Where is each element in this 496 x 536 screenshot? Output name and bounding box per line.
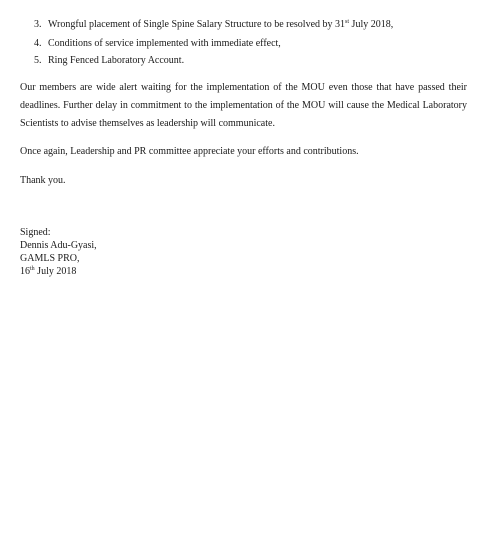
list-item-text: Conditions of service implemented with immediate effect, — [48, 38, 281, 49]
list-item-text-main: Wrongful placement of Single Spine Salary Structure to be resolved by 31 — [48, 19, 346, 30]
signature-date — [20, 265, 76, 278]
paragraph-appreciation: Once again, Leadership and PR committee appreciate your efforts and contributions. — [20, 146, 359, 157]
signature-name: Dennis Adu-Gyasi, — [20, 240, 97, 251]
paragraph-members-alert: Our members are wide alert waiting for the implementation of the MOU even those that have passed their deadlines. Further delay in commitment to the implementation of the MOU will cause the Medical Laboratory Scientists to advise themselves as leadership will communicate. — [20, 82, 467, 129]
list-item-number: 5. — [34, 55, 42, 66]
signature-title: GAMLS PRO, — [20, 253, 80, 264]
ordinal-suffix: st — [345, 19, 350, 25]
list-item-number: 4. — [34, 38, 42, 49]
ordinal-suffix: th — [30, 266, 35, 272]
date-day: 16 — [20, 266, 30, 277]
list-item-text: Ring Fenced Laboratory Account. — [48, 55, 185, 66]
list-item-number: 3. — [34, 19, 42, 30]
list-item-4 — [34, 37, 281, 50]
signature-signed-label: Signed: — [20, 227, 51, 238]
date-rest: July 2018 — [34, 266, 77, 277]
list-item-5 — [34, 54, 184, 67]
list-item-text-tail: July 2018, — [349, 19, 394, 30]
list-item-text — [48, 19, 393, 30]
closing-thank-you: Thank you. — [20, 175, 66, 186]
list-item-3 — [34, 18, 393, 31]
